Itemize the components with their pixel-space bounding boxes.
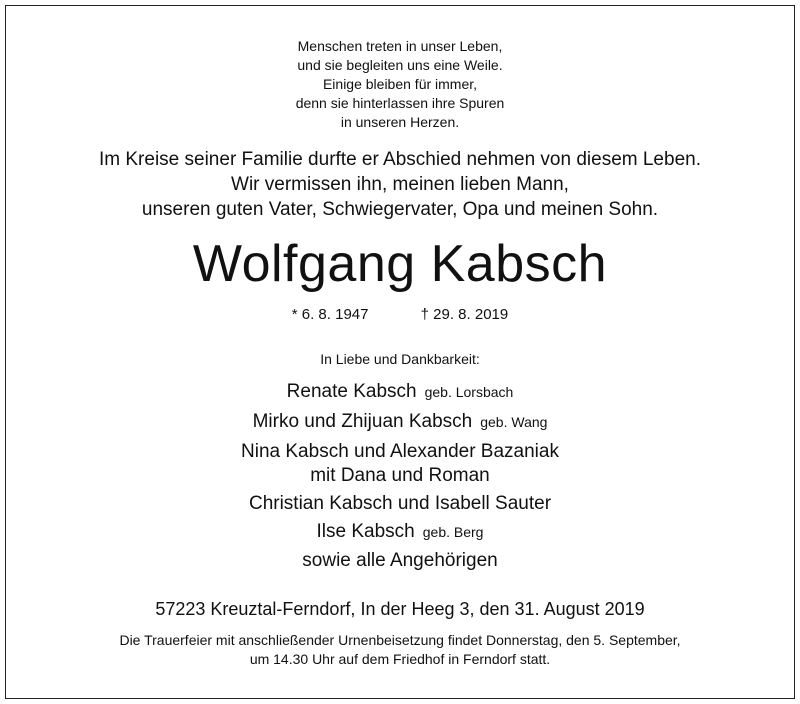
family-member-name: Ilse Kabsch bbox=[316, 521, 415, 542]
poem-line: Einige bleiben für immer, bbox=[322, 76, 478, 92]
intro-line: unseren guten Vater, Schwiegervater, Opa und meinen Sohn. bbox=[141, 199, 659, 220]
funeral-info-line: um 14.30 Uhr auf dem Friedhof in Ferndorf statt. bbox=[249, 651, 551, 667]
life-dates bbox=[0, 305, 800, 325]
intro-line: Wir vermissen ihn, meinen lieben Mann, bbox=[231, 174, 569, 195]
intro-line: Im Kreise seiner Familie durfte er Abschied nehmen von diesem Leben. bbox=[99, 149, 701, 170]
poem-line: und sie begleiten uns eine Weile. bbox=[297, 57, 503, 73]
family-member-name: Renate Kabsch bbox=[286, 381, 417, 402]
family-member bbox=[0, 520, 800, 544]
poem-line: Menschen treten in unser Leben, bbox=[297, 38, 503, 54]
family-member-name: mit Dana und Roman bbox=[310, 465, 490, 486]
family-member bbox=[0, 464, 800, 488]
family-member bbox=[0, 410, 800, 434]
intro-text bbox=[0, 147, 800, 222]
family-member-note: geb. Lorsbach bbox=[424, 384, 514, 400]
family-member-name: Mirko und Zhijuan Kabsch bbox=[252, 411, 473, 432]
poem-line: in unseren Herzen. bbox=[340, 114, 460, 130]
death-date: † 29. 8. 2019 bbox=[420, 306, 509, 323]
place-and-date: 57223 Kreuztal-Ferndorf, In der Heeg 3, den 31. August 2019 bbox=[155, 599, 645, 619]
family-member bbox=[0, 380, 800, 404]
family-member-note: geb. Berg bbox=[422, 524, 484, 540]
deceased-name: Wolfgang Kabsch bbox=[192, 235, 608, 293]
family-member bbox=[0, 549, 800, 573]
family-member bbox=[0, 440, 800, 464]
family-member-name: Christian Kabsch und Isabell Sauter bbox=[248, 493, 552, 514]
family-member-note: geb. Wang bbox=[480, 414, 548, 430]
family-member bbox=[0, 492, 800, 516]
family-member-name: Nina Kabsch und Alexander Bazaniak bbox=[241, 441, 559, 462]
funeral-info-line: Die Trauerfeier mit anschließender Urnenbeisetzung findet Donnerstag, den 5. September, bbox=[119, 632, 681, 648]
funeral-info bbox=[0, 631, 800, 669]
birth-date: * 6. 8. 1947 bbox=[291, 306, 369, 323]
poem-line: denn sie hinterlassen ihre Spuren bbox=[295, 95, 505, 111]
thanks-line: In Liebe und Dankbarkeit: bbox=[320, 351, 480, 367]
poem bbox=[0, 37, 800, 132]
family-member-name: sowie alle Angehörigen bbox=[302, 550, 498, 571]
